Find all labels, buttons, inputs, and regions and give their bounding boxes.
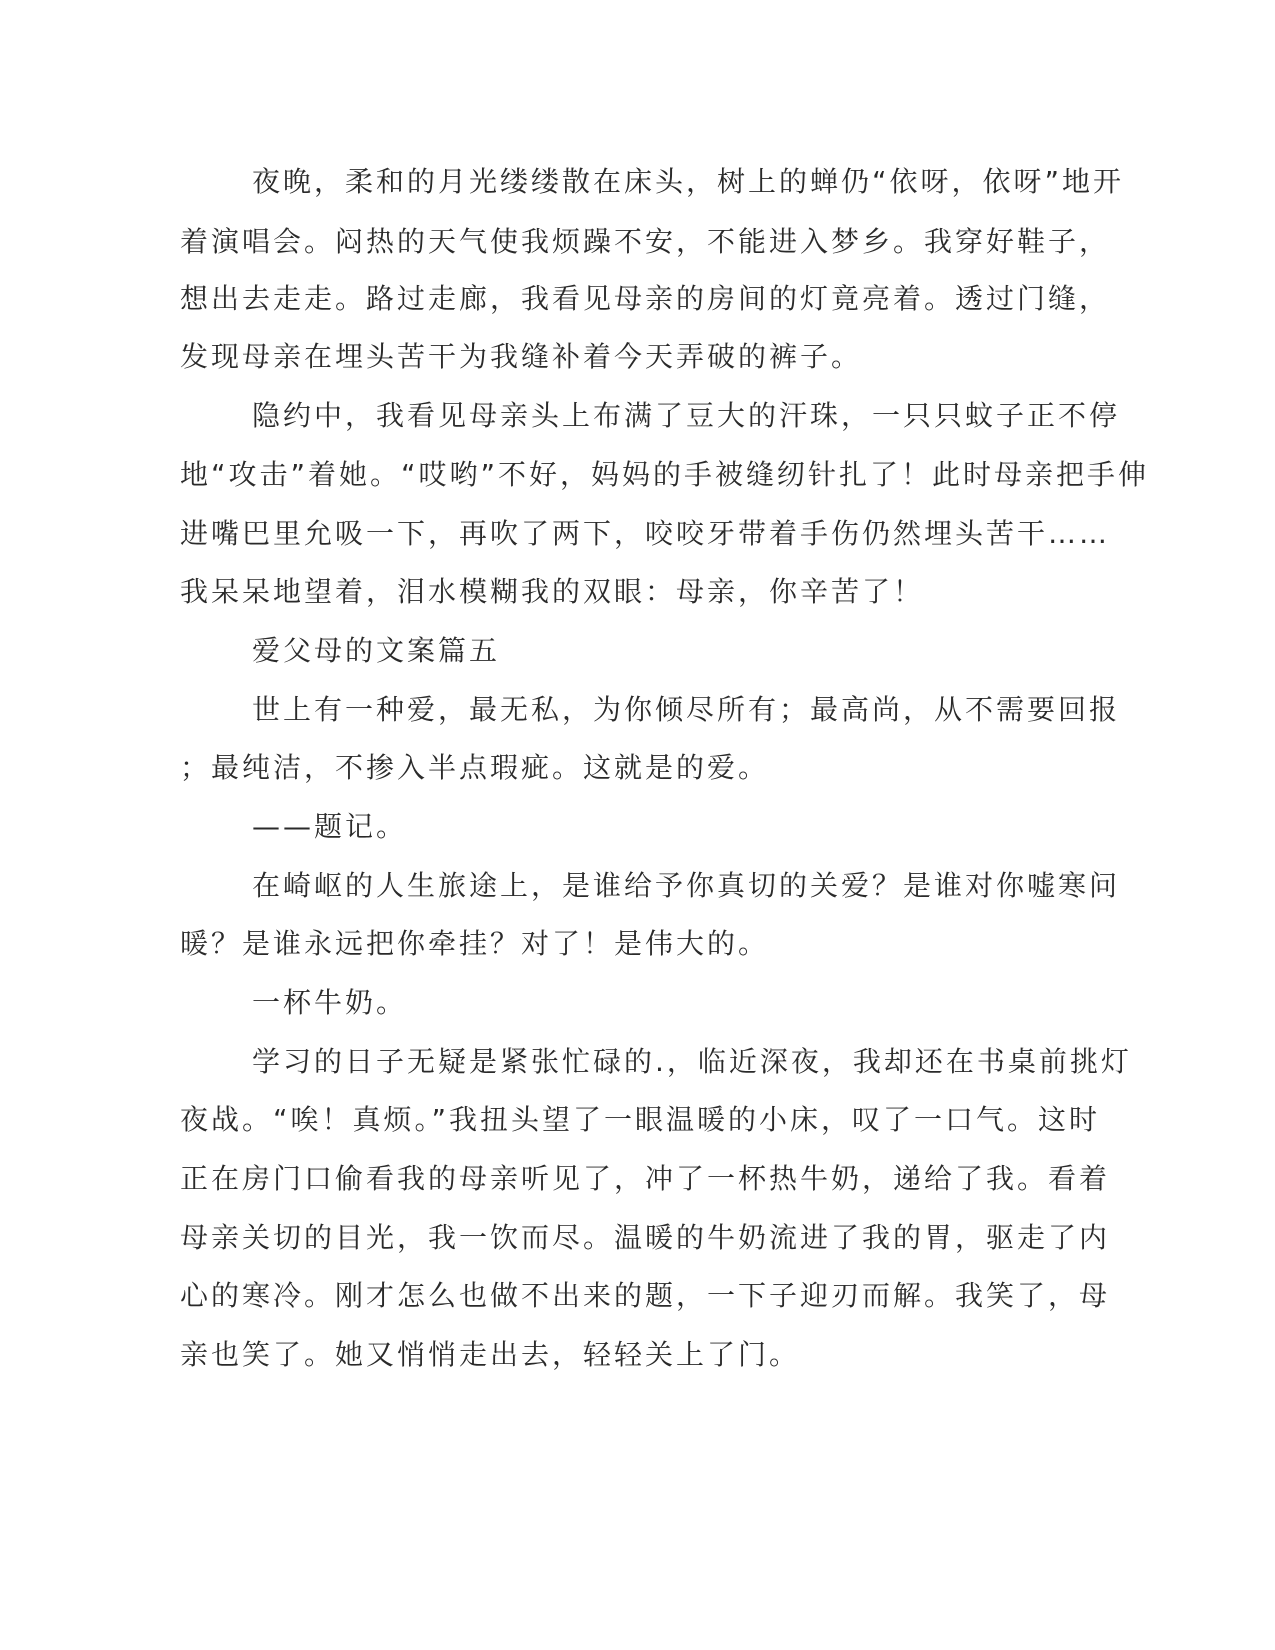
text-line: 隐约中，我看见母亲头上布满了豆大的汗珠，一只只蚊子正不停 bbox=[252, 399, 1121, 432]
text-line: 暖？是谁永远把你牵挂？对了！是伟大的。 bbox=[180, 927, 770, 960]
text-line: 世上有一种爱，最无私，为你倾尽所有；最高尚，从不需要回报 bbox=[252, 693, 1121, 726]
text-line: 母亲关切的目光，我一饮而尽。温暖的牛奶流进了我的胃，驱走了内 bbox=[180, 1221, 1111, 1254]
text-line: 学习的日子无疑是紧张忙碌的.，临近深夜，我却还在书桌前挑灯 bbox=[252, 1045, 1132, 1078]
subheading-line: 一杯牛奶。 bbox=[252, 986, 408, 1019]
text-line: 发现母亲在埋头苦干为我缝补着今天弄破的裤子。 bbox=[180, 340, 863, 373]
text-line: 在崎岖的人生旅途上，是谁给予你真切的关爱？是谁对你嘘寒问 bbox=[252, 869, 1121, 902]
text-line: 想出去走走。路过走廊，我看见母亲的房间的灯竟亮着。透过门缝， bbox=[180, 282, 1111, 315]
section-heading: 爱父母的文案篇五 bbox=[252, 634, 501, 667]
text-line: 夜晚，柔和的月光缕缕散在床头，树上的蝉仍“依呀，依呀”地开 bbox=[252, 165, 1125, 198]
epigraph-line: ——题记。 bbox=[252, 810, 408, 843]
text-line: 心的寒冷。刚才怎么也做不出来的题，一下子迎刃而解。我笑了，母 bbox=[180, 1279, 1111, 1312]
text-line: ；最纯洁，不掺入半点瑕疵。这就是的爱。 bbox=[180, 751, 770, 784]
text-line: 地“攻击”着她。“哎哟”不好，妈妈的手被缝纫针扎了！此时母亲把手伸 bbox=[180, 458, 1150, 491]
text-line: 我呆呆地望着，泪水模糊我的双眼：母亲，你辛苦了！ bbox=[180, 575, 925, 608]
text-line: 进嘴巴里允吸一下，再吹了两下，咬咬牙带着手伤仍然埋头苦干…… bbox=[180, 517, 1111, 550]
text-line: 夜战。“唉！真烦。”我扭头望了一眼温暖的小床，叹了一口气。这时 bbox=[180, 1103, 1101, 1136]
text-line: 正在房门口偷看我的母亲听见了，冲了一杯热牛奶，递给了我。看着 bbox=[180, 1162, 1111, 1195]
text-line: 着演唱会。闷热的天气使我烦躁不安，不能进入梦乡。我穿好鞋子， bbox=[180, 225, 1111, 258]
text-line: 亲也笑了。她又悄悄走出去，轻轻关上了门。 bbox=[180, 1338, 801, 1371]
